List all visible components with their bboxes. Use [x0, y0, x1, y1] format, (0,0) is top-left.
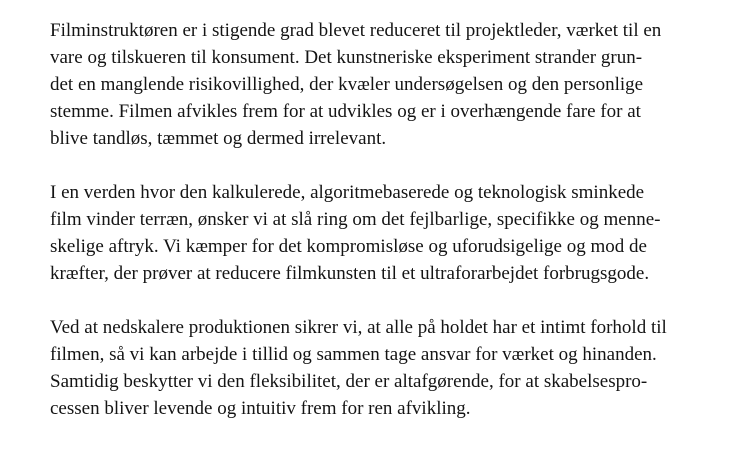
paragraph-line: Ved at nedskalere produktionen sikrer vi, at alle på holdet har et intimt forhold til: [50, 317, 667, 338]
paragraph-line: I en verden hvor den kalkulerede, algoritmebaserede og teknologisk sminkede: [50, 182, 645, 203]
paragraph-3: [50, 314, 730, 422]
paragraph-line: stemme. Filmen afvikles frem for at udvikles og er i overhængende fare for at: [50, 101, 641, 122]
paragraph-line: film vinder terræn, ønsker vi at slå ring om det fejlbarlige, specifikke og menne-: [50, 209, 661, 230]
paragraph-line: kræfter, der prøver at reducere filmkunsten til et ultraforarbejdet forbrugsgode.: [50, 263, 650, 284]
paragraph-1: [50, 17, 730, 152]
paragraph-line: filmen, så vi kan arbejde i tillid og sammen tage ansvar for værket og hinanden.: [50, 344, 657, 365]
paragraph-line: det en manglende risikovillighed, der kvæler undersøgelsen og den personlige: [50, 74, 644, 95]
paragraph-line: Samtidig beskytter vi den fleksibilitet, der er altafgørende, for at skabelsespro-: [50, 371, 648, 392]
paragraph-2: [50, 179, 730, 287]
paragraph-line: vare og tilskueren til konsument. Det kunstneriske eksperiment strander grun-: [50, 47, 643, 68]
paragraph-line: cessen bliver levende og intuitiv frem for ren afvikling.: [50, 398, 471, 419]
paragraph-line: Filminstruktøren er i stigende grad blevet reduceret til projektleder, værket til en: [50, 20, 662, 41]
paragraph-line: blive tandløs, tæmmet og dermed irrelevant.: [50, 128, 387, 149]
paragraph-line: skelige aftryk. Vi kæmper for det kompromisløse og uforudsigelige og mod de: [50, 236, 647, 257]
document-body: [50, 17, 730, 449]
